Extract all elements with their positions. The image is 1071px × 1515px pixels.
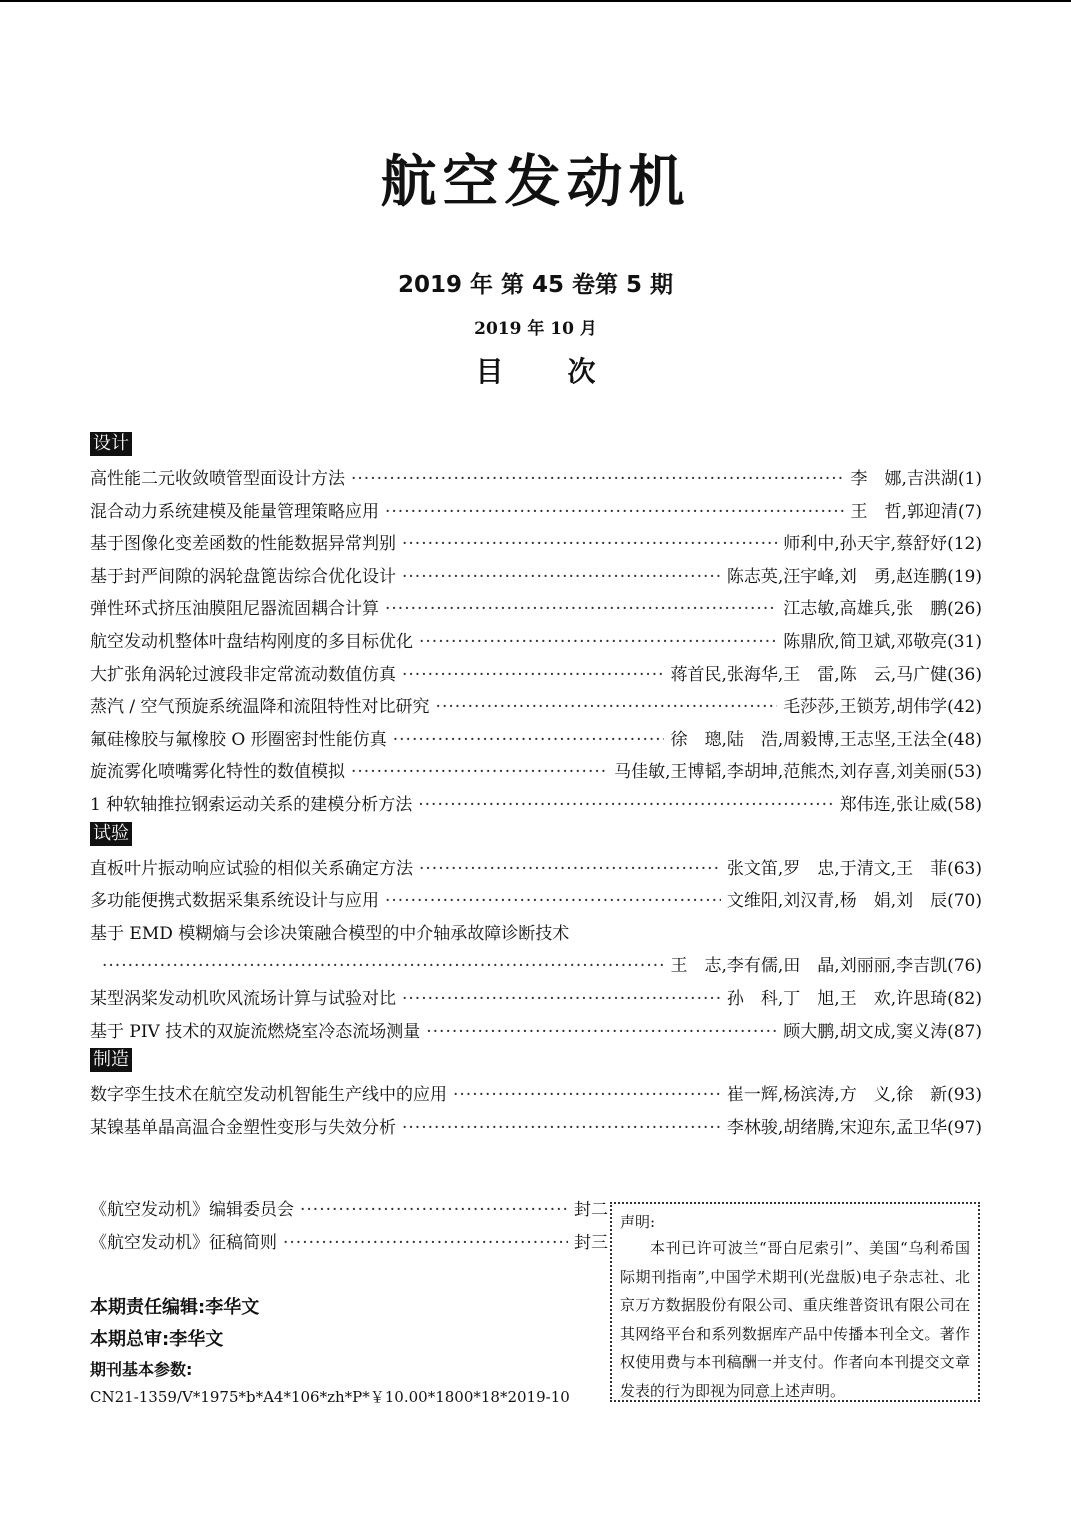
- dot-leader: [351, 756, 608, 789]
- toc-entry[interactable]: [90, 496, 982, 529]
- dot-leader: [402, 983, 721, 1016]
- toc-entry[interactable]: [90, 691, 982, 724]
- toc-entry[interactable]: [90, 561, 982, 594]
- entry-title: 基于 PIV 技术的双旋流燃烧室冷态流场测量: [90, 1021, 421, 1042]
- dot-leader: [436, 691, 778, 724]
- entry-authors: 陈鼎欣,简卫斌,邓敬亮(31): [783, 631, 982, 652]
- entry-authors: 王 哲,郭迎清(7): [850, 501, 982, 522]
- toc-entry[interactable]: [90, 724, 982, 757]
- dot-leader: [418, 789, 833, 822]
- dot-leader: [393, 724, 665, 757]
- entry-title: 弹性环式挤压油膜阻尼器流固耦合计算: [90, 599, 379, 620]
- entry-authors: 毛莎莎,王锁芳,胡伟学(42): [783, 697, 982, 718]
- entry-authors: 崔一辉,杨滨涛,方 义,徐 新(93): [726, 1085, 982, 1106]
- dot-leader: [385, 885, 721, 918]
- journal-params: CN21-1359/V*1975*b*A4*106*zh*P*￥10.00*1800*18*2019-10: [90, 1388, 570, 1406]
- toc-entry[interactable]: [90, 463, 982, 496]
- entry-title: 1 种软轴推拉钢索运动关系的建模分析方法: [90, 794, 413, 815]
- entry-authors: 文维阳,刘汉青,杨 娟,刘 辰(70): [726, 891, 982, 912]
- entry-authors: 陈志英,汪宇峰,刘 勇,赵连鹏(19): [726, 566, 982, 587]
- dot-leader: [453, 1079, 721, 1112]
- dot-leader: [283, 1227, 568, 1260]
- entry-authors: 李 娜,吉洪湖(1): [850, 469, 982, 489]
- section-label: 制造: [90, 1048, 132, 1072]
- dot-leader: [385, 593, 777, 626]
- toc-heading: 目次: [475, 355, 660, 388]
- toc-entry[interactable]: [90, 1016, 982, 1049]
- dot-leader: [385, 496, 845, 529]
- entry-title: 某镍基单晶高温合金塑性变形与失效分析: [90, 1117, 396, 1138]
- entry-authors: 马佳敏,王博韬,李胡坤,范熊杰,刘存喜,刘美丽(53): [614, 762, 982, 783]
- entry-title: 基于封严间隙的涡轮盘篦齿综合优化设计: [90, 566, 396, 587]
- misc-page: 封二: [574, 1200, 608, 1220]
- date-line: 2019 年 10 月: [474, 319, 597, 339]
- entry-title: 大扩张角涡轮过渡段非定常流动数值仿真: [90, 664, 396, 685]
- entry-authors: 孙 科,丁 旭,王 欢,许思琦(82): [726, 988, 982, 1009]
- entry-authors: 顾大鹏,胡文成,窦义涛(87): [783, 1021, 982, 1042]
- section-design: [90, 432, 982, 822]
- misc-entry[interactable]: [90, 1194, 608, 1227]
- entry-title: 数字孪生技术在航空发动机智能生产线中的应用: [90, 1085, 447, 1106]
- entry-authors: 王 志,李有儒,田 晶,刘丽丽,李吉凯(76): [670, 956, 982, 977]
- dot-leader: [419, 853, 721, 886]
- chief-reviewer: 本期总审:李华文: [90, 1329, 224, 1350]
- toc-entry[interactable]: [90, 593, 982, 626]
- dot-leader: [102, 950, 664, 983]
- entry-title: 基于 EMD 模糊熵与会诊决策融合模型的中介轴承故障诊断技术: [90, 923, 570, 944]
- dot-leader: [402, 659, 664, 692]
- dot-leader: [300, 1194, 568, 1227]
- entry-title: 蒸汽 / 空气预旋系统温降和流阻特性对比研究: [90, 697, 430, 718]
- entry-title: 氟硅橡胶与氟橡胶 O 形圈密封性能仿真: [90, 729, 387, 750]
- issue-line: 2019 年 第 45 卷第 5 期: [397, 272, 674, 298]
- toc-entry[interactable]: [90, 885, 982, 918]
- entry-authors: 徐 璁,陆 浩,周毅博,王志坚,王法全(48): [670, 729, 982, 750]
- dot-leader: [351, 463, 845, 496]
- notice-label: 声明:: [620, 1213, 656, 1231]
- toc-entry[interactable]: [90, 659, 982, 692]
- notice-body: 本刊已许可波兰“哥白尼索引”、美国“乌利希国际期刊指南”,中国学术期刊(光盘版)电子杂志社、北京万方数据股份有限公司、重庆维普资讯有限公司在其网络平台和系列数据库产品中传播本刊全文。著作权使用费与本刊稿酬一并支付。作者向本刊提交文章发表的行为即视为同意上述声明。: [620, 1239, 970, 1400]
- entry-title: 混合动力系统建模及能量管理策略应用: [90, 501, 379, 522]
- misc-entries: [90, 1194, 608, 1260]
- dot-leader: [402, 528, 777, 561]
- toc-entry-continuation[interactable]: [90, 950, 982, 983]
- misc-page: 封三: [574, 1233, 608, 1253]
- section-manufacturing: [90, 1048, 982, 1144]
- entry-title: 直板叶片振动响应试验的相似关系确定方法: [90, 858, 413, 879]
- entry-title: 高性能二元收敛喷管型面设计方法: [90, 469, 345, 489]
- table-of-contents: [90, 432, 982, 1144]
- toc-entry[interactable]: [90, 756, 982, 789]
- misc-entry[interactable]: [90, 1227, 608, 1260]
- toc-entry[interactable]: [90, 528, 982, 561]
- dot-leader: [426, 1016, 777, 1049]
- params-label: 期刊基本参数:: [90, 1360, 193, 1379]
- toc-entry[interactable]: [90, 853, 982, 886]
- section-label: 试验: [90, 822, 132, 846]
- entry-title: 基于图像化变差函数的性能数据异常判别: [90, 534, 396, 555]
- toc-entry[interactable]: [90, 983, 982, 1016]
- entry-title: 航空发动机整体叶盘结构刚度的多目标优化: [90, 631, 413, 652]
- toc-entry[interactable]: [90, 1112, 982, 1145]
- toc-entry[interactable]: [90, 626, 982, 659]
- misc-title: 《航空发动机》征稿简则: [90, 1233, 277, 1253]
- dot-leader: [419, 626, 777, 659]
- section-label: 设计: [90, 432, 132, 456]
- dot-leader: [402, 1112, 721, 1145]
- toc-entry[interactable]: [90, 789, 982, 822]
- copyright-notice: [610, 1202, 980, 1402]
- top-rule: [0, 0, 1071, 2]
- entry-title: 多功能便携式数据采集系统设计与应用: [90, 891, 379, 912]
- entry-authors: 师利中,孙天宇,蔡舒妤(12): [783, 534, 982, 555]
- entry-authors: 李林骏,胡绪腾,宋迎东,孟卫华(97): [726, 1117, 982, 1138]
- toc-entry-title-line[interactable]: [90, 918, 982, 951]
- entry-title: 某型涡桨发动机吹风流场计算与试验对比: [90, 988, 396, 1009]
- dot-leader: [402, 561, 721, 594]
- toc-entry[interactable]: [90, 1079, 982, 1112]
- entry-authors: 蒋首民,张海华,王 雷,陈 云,马广健(36): [670, 664, 982, 685]
- misc-title: 《航空发动机》编辑委员会: [90, 1200, 294, 1220]
- entry-title: 旋流雾化喷嘴雾化特性的数值模拟: [90, 762, 345, 783]
- staff-info: [90, 1292, 610, 1410]
- responsible-editor: 本期责任编辑:李华文: [90, 1297, 260, 1318]
- entry-authors: 张文笛,罗 忠,于清文,王 菲(63): [726, 858, 982, 879]
- section-test: [90, 822, 982, 1049]
- entry-authors: 江志敏,高雄兵,张 鹏(26): [783, 599, 982, 620]
- entry-authors: 郑伟连,张让威(58): [839, 794, 982, 815]
- journal-title: 航空发动机: [380, 150, 691, 215]
